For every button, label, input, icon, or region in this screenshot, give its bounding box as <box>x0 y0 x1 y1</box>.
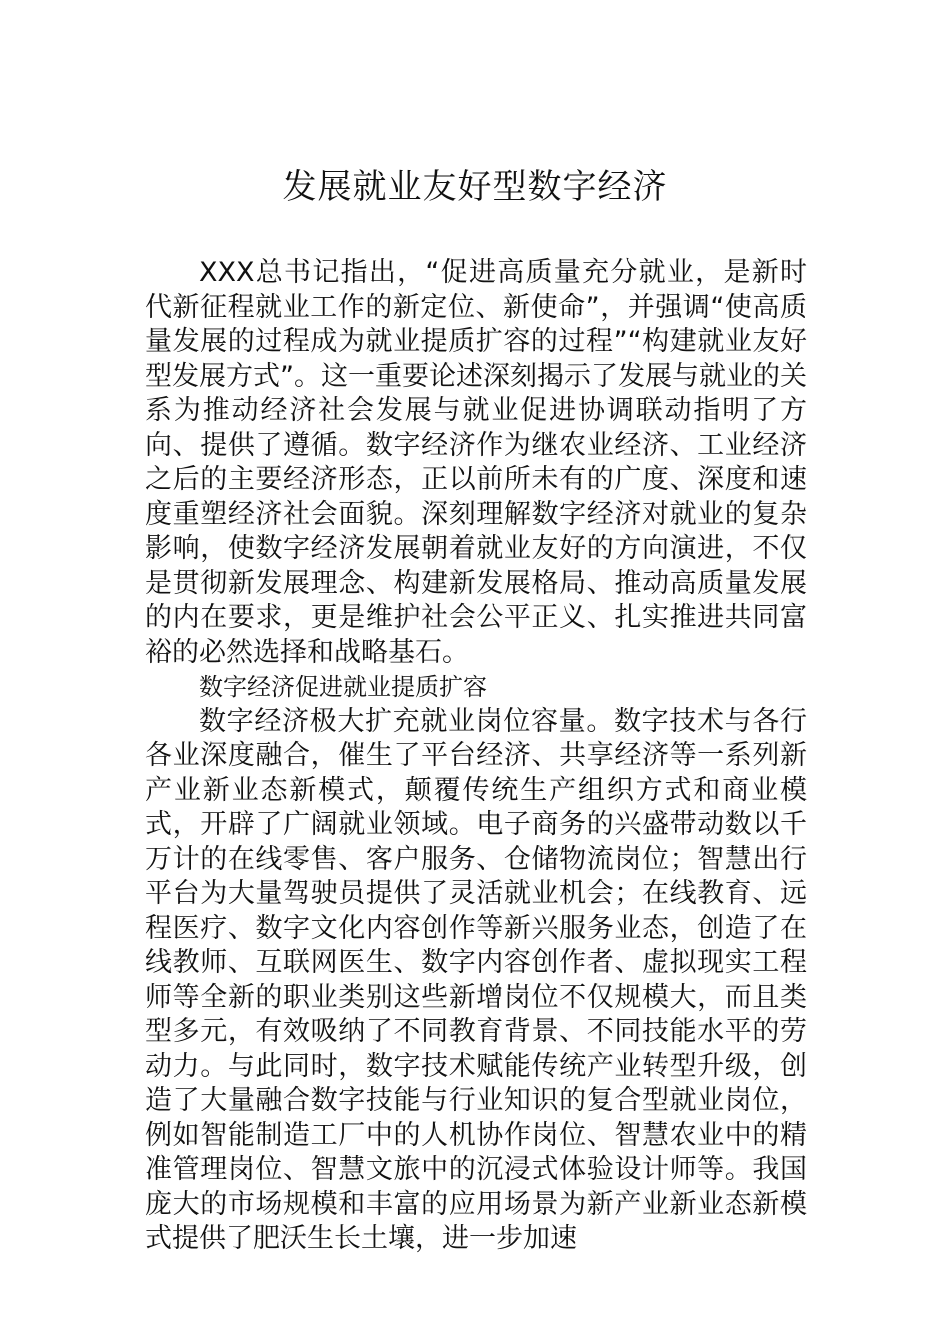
document-body <box>145 256 807 1257</box>
document-title: 发展就业友好型数字经济 <box>282 167 668 207</box>
paragraph-intro: XXX总书记指出，“促进高质量充分就业，是新时代新征程就业工作的新定位、新使命”，并强调“使高质量发展的过程成为就业提质扩容的过程”“构建就业友好型发展方式”。这一重要论述深刻揭示了发展与就业的关系为推动经济社会发展与就业促进协调联动指明了方向、提供了遵循。数字经济作为继农业经济、工业经济之后的主要经济形态，正以前所未有的广度、深度和速度重塑经济社会面貌。深刻理解数字经济对就业的复杂影响，使数字经济发展朝着就业友好的方向演进，不仅是贯彻新发展理念、构建新发展格局、推动高质量发展的内在要求，更是维护社会公平正义、扎实推进共同富裕的必然选择和战略基石。 <box>145 257 807 668</box>
section-heading: 数字经济促进就业提质扩容 <box>199 673 487 701</box>
paragraph-job-expansion: 数字经济极大扩充就业岗位容量。数字技术与各行各业深度融合，催生了平台经济、共享经济等一系列新产业新业态新模式，颠覆传统生产组织方式和商业模式，开辟了广阔就业领域。电子商务的兴盛带动数以千万计的在线零售、客户服务、仓储物流岗位；智慧出行平台为大量驾驶员提供了灵活就业机会；在线教育、远程医疗、数字文化内容创作等新兴服务业态，创造了在线教师、互联网医生、数字内容创作者、虚拟现实工程师等全新的职业类别这些新增岗位不仅规模大，而且类型多元，有效吸纳了不同教育背景、不同技能水平的劳动力。与此同时，数字技术赋能传统产业转型升级，创造了大量融合数字技能与行业知识的复合型就业岗位，例如智能制造工厂中的人机协作岗位、智慧农业中的精准管理岗位、智慧文旅中的沉浸式体验设计师等。我国庞大的市场规模和丰富的应用场景为新产业新业态新模式提供了肥沃生长土壤，进一步加速 <box>145 705 807 1254</box>
